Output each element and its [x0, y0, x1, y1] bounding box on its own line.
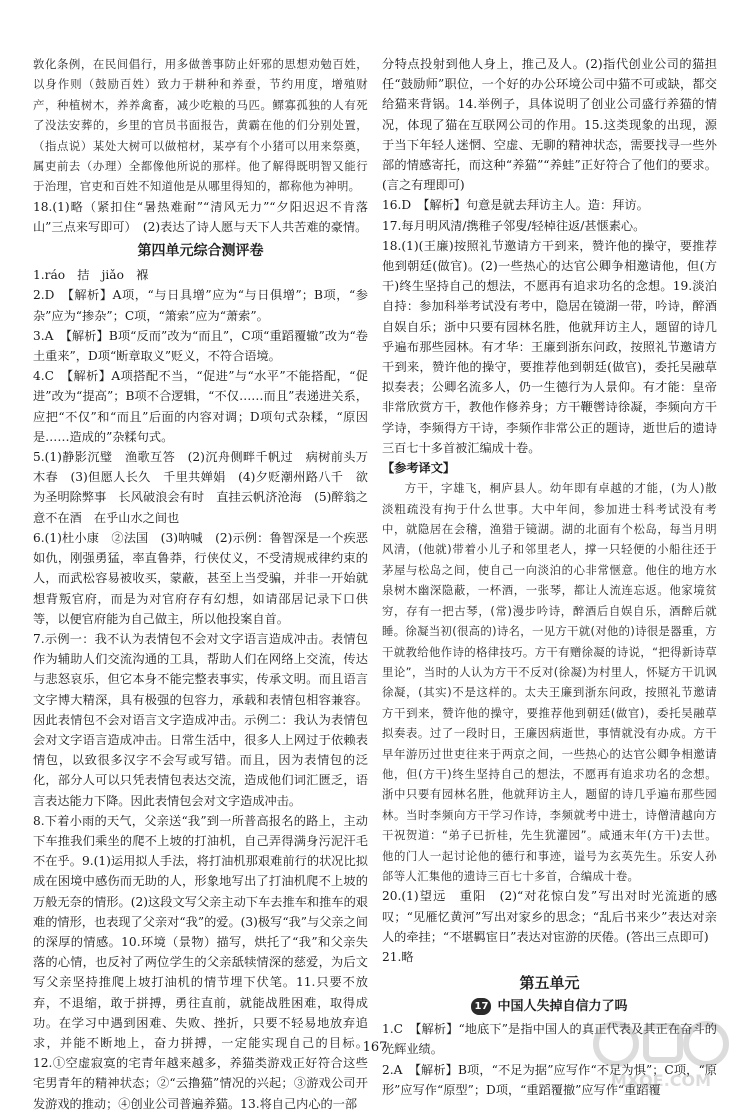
answer-18-prev: 18.(1)略（紧扣住“暑热难耐”“清风无力”“夕阳迟迟不肯落山”三点来写即可） (2)表达了诗人愿与天下人共苦难的豪情。: [33, 199, 368, 235]
answer-2: 2.D 【解析】A项，“与日具增”应为“与日俱增”；B项，“参杂”应为“掺杂”；C项，“箫索”应为“萧索”。: [33, 288, 368, 323]
answer-6: 6.(1)杜小康 ②法国 (3)呐喊 (2)示例：鲁智深是一个疾恶如仇，刚强勇猛，率直鲁莽，行侠仗义，不受清规戒律约束的人，而武松容易被收买，蒙蔽，甚至上当受骗，并非一开始就想背叛官府，而是为对官府存有幻想，如请邵居记录下口供等，以便官府能为自己做主，所以他投案自首。: [33, 530, 368, 626]
answer-3: 3.A 【解析】B项“反而”改为“而且”，C项“重蹈覆辙”改为“卷土重来”，D项“断章取义”贬义，不符合语境。: [33, 328, 368, 364]
page-number: 167: [362, 1040, 388, 1055]
answer-13-15: 分特点投射到他人身上，推己及人。(2)指代创业公司的猫担任“鼓励师”职位，一个好的办公环境公司中猫不可或缺，都交给猫来背锅。14.举例子，具体说明了创业公司盛行养猫的情况，体现了猫在互联网公司的作用。15.这类现象的出现，源于当下年轻人迷惘、空虚、无聊的精神状态，需要找寻一些外部的情感寄托，而这种“养猫”“养蛙”正好符合了他们的要求。(言之有理即可): [382, 57, 717, 193]
unit-title: 第五单元: [519, 974, 580, 993]
lesson-number-badge: 17: [471, 998, 491, 1015]
left-column: [33, 54, 368, 1114]
watermark-text: MXQE.COM: [610, 1071, 712, 1090]
answer-17: 17.每月明风清/携稚子邻叟/轻棹往返/甚惬素心。: [382, 218, 646, 233]
answer-16: 16.D 【解析】句意是就去拜访主人。造：拜访。: [382, 198, 649, 213]
translation-paragraph: 方干，字雄飞，桐庐县人。幼年即有卓越的才能，(为人)散淡粗疏没有拘于什么世事。大中年间，参加进士科考试没有考中，就隐居在会稽，渔猎于镜湖。湖的北面有个松岛，每当月明风清，(他就)带着小儿子和邻里老人，撑一只轻便的小船往还于茅屋与松岛之间，使自己一向淡泊的心非常惬意。他住的地方水泉树木幽深隐蔽，一杯酒，一张琴，都让人流连忘返。他家境贫穷，存有一把古琴，(常)漫步吟诗，醉酒后自娱自乐，酒醉后就睡。徐凝当初(很高的)诗名，一见方干就(对他的)诗很是器重，方干就教给他作诗的格律技巧。方干有赠徐凝的诗说，“把得新诗草里论”，当时的人认为方干不反对(徐凝)为村里人，怀疑方干讥讽徐凝，(其实)不是这样的。太夫王廉到浙东问政，按照礼节邀请方干到来，赞许他的操守，要推荐他到朝廷(做官)，委托吴融草拟奏表。过了一段时日，王廉因病逝世，事情就没有办成。方干早年游历过世吏往来于两京之间，一些热心的达官公卿争相邀请他，但(方干)终生坚持自己的想法，不愿再有追求功名的念想。浙中只要有园林名胜，他就拜访主人，题留的诗几乎遍布那些园林。当时李频向方干学习作诗，李频就考中进士，诗僧清越向方干祝贺道：“弟子已折桂，先生犹灌园”。咸通末年(方干)去世。他的门人一起讨论他的德行和事迹，谥号为玄英先生。乐安人孙郃等人汇集他的遗诗三百七十多首，合编成十卷。: [382, 481, 717, 883]
answer-1: 1.ráo 拮 jiǎo 褓: [33, 268, 149, 283]
lesson-answer-1: 1.C 【解析】“地底下”是指中国人的真正代表及其正在奋斗的光辉业绩。: [382, 1022, 717, 1057]
lesson-answer-2: 2.A 【解析】B项，“不足为据”应写作“不足为惧”；C项，“原形”应写作“原型”；D项，“重蹈覆撤”应写作“重蹈覆: [382, 1062, 717, 1097]
answer-7: 7.示例一：我不认为表情包不会对文字语言造成冲击。表情包作为辅助人们交流沟通的工具，帮助人们在网络上交流，传达与悲怒哀乐，但它本身不能完整表事实，传承文明。而且语言文字博大精深，具有极强的包容力，承载和表情包相容兼容。因此表情包不会对语言文字造成冲击。示例二：我认为表情包会对文字语言造成冲击。日常生活中，很多人上网过于依赖表情包，以致很多汉字不会写或写错。而且，因为表情包的泛化，部分人可以只凭表情包表达交流，造成他们词汇匮乏，语言表达能力下降。因此表情包会对文字造成冲击。: [33, 631, 368, 808]
reference-translation: [382, 478, 717, 886]
watermark-logo: [586, 1014, 736, 1092]
lesson-title: 中国人失掉自信力了吗: [497, 999, 628, 1015]
translation-continued: 敦化条例，在民间倡行，用多做善事防止奸邪的思想劝勉百姓，以身作则（鼓励百姓）致力于耕种和养蚕，节约用度，增殖财产，种植树木，养养禽畜，减少吃粮的马匹。鳏寡孤独的人有死了没法安葬的，乡里的官员书面报告，黄霸在他的们分别处置，（指点说）某处大树可以做棺材，某亭有个小猪可以用来祭奠，属吏前去（办理）全都像他所说的那样。他了解得既明智又能行于治理，官吏和百姓不知道他是从哪里得知的，都称他为神明。: [33, 57, 368, 194]
answer-4: 4.C 【解析】A项搭配不当，“促进”与“水平”不能搭配，“促进”改为“提高”；B项不合逻辑，“不仅……而且”表递进关系，应把“不仅”和“而且”后面的内容对调；D项句式杂糅，“原因是……造成的”杂糅句式。: [33, 369, 368, 444]
answer-5: 5.(1)静影沉璧 渔歌互答 (2)沉舟侧畔千帆过 病树前头万木春 (3)但愿人长久 千里共婵娟 (4)夕贬潮州路八千 欲为圣明除弊事 长风破浪会有时 直挂云帆济沧海 (5)醉翁之意不在酒 在乎山水之间也: [33, 450, 368, 525]
reference-translation-title: 【参考译文】: [382, 461, 456, 476]
answer-18-19: 18.(1)(王廉)按照礼节邀请方干到来，赞许他的操守，要推荐他到朝廷(做官)。(2)一些热心的达官公卿争相邀请他，但(方干)终生坚持自己的想法，不愿再有追求功名的念想。19.淡泊自持：参加科举考试没有考中，隐居在镜湖一带，吟诗，醉酒自娱自乐；浙中只要有园林名胜，他就拜访主人，题留的诗几乎遍布那些园林。有才华：王廉到浙东问政，按照礼节邀请方干到来，赞许他的操守，要推荐他到朝廷(做官)，委托吴融草拟奏表；公卿名流多人，仍一生德行为人景仰。有才能：皇帝非常欣赏方干，教他作修养身；方干鞭辔诗徐凝，李频向方干学诗，李频得方干诗，李频作非常公正的题诗，逝世后的遗诗三百七十多首被汇编成十卷。: [382, 238, 717, 455]
right-column: [382, 54, 717, 1100]
answer-21: 21.略: [382, 950, 414, 964]
answer-8-13: 8.下着小雨的天气，父亲送“我”到一所普高报名的路上，主动下车推我们乘坐的爬不上坡的打油机，自己弄得满身污泥汗毛不在乎。9.(1)运用拟人手法，将打油机那艰难前行的状况比拟成在困境中感伤而无助的人，形象地写出了打油机爬不上坡的万般无奈的情形。(2)这段文写父亲主动下车去推车和推车的艰难的情形，也表现了父亲对“我”的爱。(3)极写“我”与父亲之间的深厚的情感。10.环境（景物）描写，烘托了“我”和父亲失落的心情，也反衬了两位学生的父亲舐犊情深的慈爱，为后文写父亲坚持推爬上坡打油机的情节埋下伏笔。11.只要不放弃，不退缩，敢于拼搏，勇往直前，就能战胜困难，取得成功。在学习中遇到困难、失败、挫折，只要不轻易地放弃追求，并能不断地上，奋力拼搏，一定能实现自己的目标。12.①空虚寂寞的宅青年越来越多，养猫类游戏正好符合这些宅男青年的精神状态；②“云撸猫”情况的兴起；③游戏公司开发游戏的推动；④创业公司普遍养猫。13.将自己内心的一部: [33, 813, 368, 1111]
section-title: 第四单元综合测评卷: [137, 243, 264, 260]
answer-20: 20.(1)望远 重阳 (2)“对花惊白发”写出对时光流逝的感叹；“见雁忆黄河”写出对家乡的思念；“乱后书来少”表达对亲人的牵挂；“不堪羁宦日”表达对宦游的厌倦。(答出三点即可): [382, 889, 717, 944]
